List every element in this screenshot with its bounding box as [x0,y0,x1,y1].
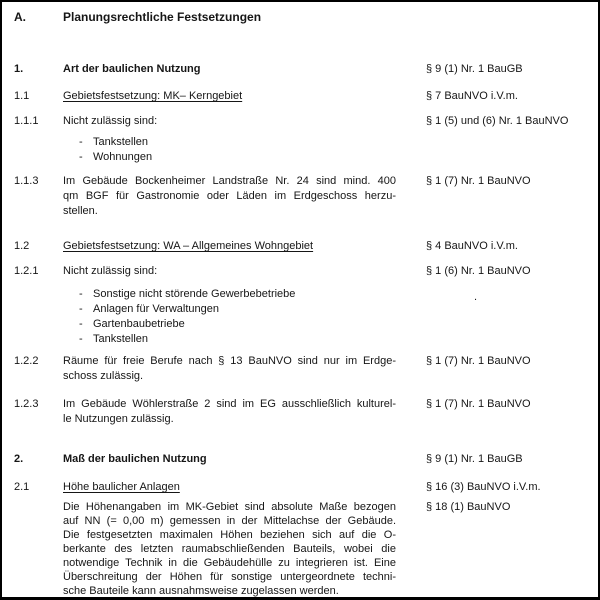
list-dash: - [79,288,83,300]
item-number: 1.2.3 [14,398,39,410]
section-heading-a [14,10,592,25]
law-reference: § 18 (1) BauNVO [426,501,511,513]
paragraph-line: Räume für freie Berufe nach § 13 BauNVO sind nur im Erdge- [63,355,396,367]
item-number: 1.1 [14,90,30,102]
item-row-1-2-1 [14,264,592,347]
bullet-list [63,287,426,347]
item-number: 1.2.1 [14,265,39,277]
list-dash: - [79,333,83,345]
paragraph-line: Im Gebäude Bockenheimer Landstraße Nr. 24 sind mind. 400 [63,175,396,187]
item-row-1-1-3 [14,174,592,219]
item-paragraph [63,500,426,598]
heading-text: Art der baulichen Nutzung [63,63,201,75]
law-reference: § 7 BauNVO i.V.m. [426,90,518,102]
list-dash: - [79,318,83,330]
paragraph-line: Die Höhenangaben im MK-Gebiet sind absolute Maße bezogen [63,501,396,513]
item-number: 1.1.1 [14,115,39,127]
paragraph-line: sche Bauteile kann ausnahmsweise zugelassen werden. [63,585,339,597]
list-dash: - [79,136,83,148]
item-row-2-1 [14,480,592,495]
list-dash: - [79,303,83,315]
item-number: 2.1 [14,481,30,493]
item-paragraph [63,354,426,384]
item-number: 1.2 [14,240,30,252]
heading-row-2 [14,452,592,467]
item-number: 1.1.3 [14,175,39,187]
section-number: A. [14,10,26,24]
section-title: Planungsrechtliche Festsetzungen [63,10,262,24]
heading-row-1 [14,62,592,77]
paragraph-line: qm BGF für Gastronomie oder Läden im Erdgeschoss herzu- [63,190,396,202]
law-reference: § 1 (7) Nr. 1 BauNVO [426,398,531,410]
bullet-item [63,135,426,150]
item-heading-underlined: Höhe baulicher Anlagen [63,481,180,493]
paragraph-line: Im Gebäude Wöhlerstraße 2 sind im EG ausschließlich kulturel- [63,398,396,410]
bullet-text: Tankstellen [93,333,149,345]
bullet-item [63,332,426,347]
law-reference: § 1 (7) Nr. 1 BauNVO [426,175,531,187]
scan-artifact-dot: . [474,291,478,303]
law-reference: § 1 (5) und (6) Nr. 1 BauNVO [426,115,569,127]
bullet-item [63,317,426,332]
item-paragraph [63,174,426,219]
law-reference: § 4 BauNVO i.V.m. [426,240,518,252]
item-row-1-1-1 [14,114,592,165]
bullet-list [63,135,426,165]
list-dash: - [79,151,83,163]
item-heading-underlined: Gebietsfestsetzung: MK– Kerngebiet [63,90,243,102]
document-content [2,2,598,598]
bullet-text: Wohnungen [93,151,153,163]
item-text: Nicht zulässig sind: [63,115,158,127]
item-row-1-2 [14,239,592,254]
bullet-item [63,302,426,317]
heading-text: Maß der baulichen Nutzung [63,453,207,465]
bullet-item [63,150,426,165]
bullet-text: Tankstellen [93,136,149,148]
paragraph-line: berkante des letzten raumabschließenden Bauteils, wobei die [63,543,396,555]
item-number: 2. [14,453,24,465]
paragraph-line: auf NN (= 0,00 m) gemessen in der Mittelachse der Gebäude. [63,515,396,527]
item-row-2-1-body [14,500,592,598]
law-reference: § 1 (6) Nr. 1 BauNVO [426,265,531,277]
item-number: 1.2.2 [14,355,39,367]
item-row-1-1 [14,89,592,104]
item-paragraph [63,397,426,427]
item-heading-underlined: Gebietsfestsetzung: WA – Allgemeines Wohngebiet [63,240,314,252]
bullet-text: Anlagen für Verwaltungen [93,303,219,315]
law-reference: § 9 (1) Nr. 1 BauGB [426,63,523,75]
law-reference: § 9 (1) Nr. 1 BauGB [426,453,523,465]
paragraph-line: stellen. [63,205,98,217]
item-row-1-2-2 [14,354,592,384]
paragraph-line: notwendige Technik in die Gebäudehülle zu integrieren ist. Eine [63,557,396,569]
law-reference: § 1 (7) Nr. 1 BauNVO [426,355,531,367]
paragraph-line: le Nutzungen zulässig. [63,413,174,425]
item-number: 1. [14,63,24,75]
bullet-text: Gartenbaubetriebe [93,318,185,330]
paragraph-line: schoss zulässig. [63,370,144,382]
paragraph-line: Die festgesetzten maximalen Höhen beziehen sich auf die O- [63,529,396,541]
law-reference: § 16 (3) BauNVO i.V.m. [426,481,541,493]
bullet-text: Sonstige nicht störende Gewerbebetriebe [93,288,296,300]
item-text: Nicht zulässig sind: [63,265,158,277]
paragraph-line: Überschreitung der Höhen für sonstige untergeordnete techni- [63,571,396,583]
bullet-item [63,287,426,302]
item-row-1-2-3 [14,397,592,427]
